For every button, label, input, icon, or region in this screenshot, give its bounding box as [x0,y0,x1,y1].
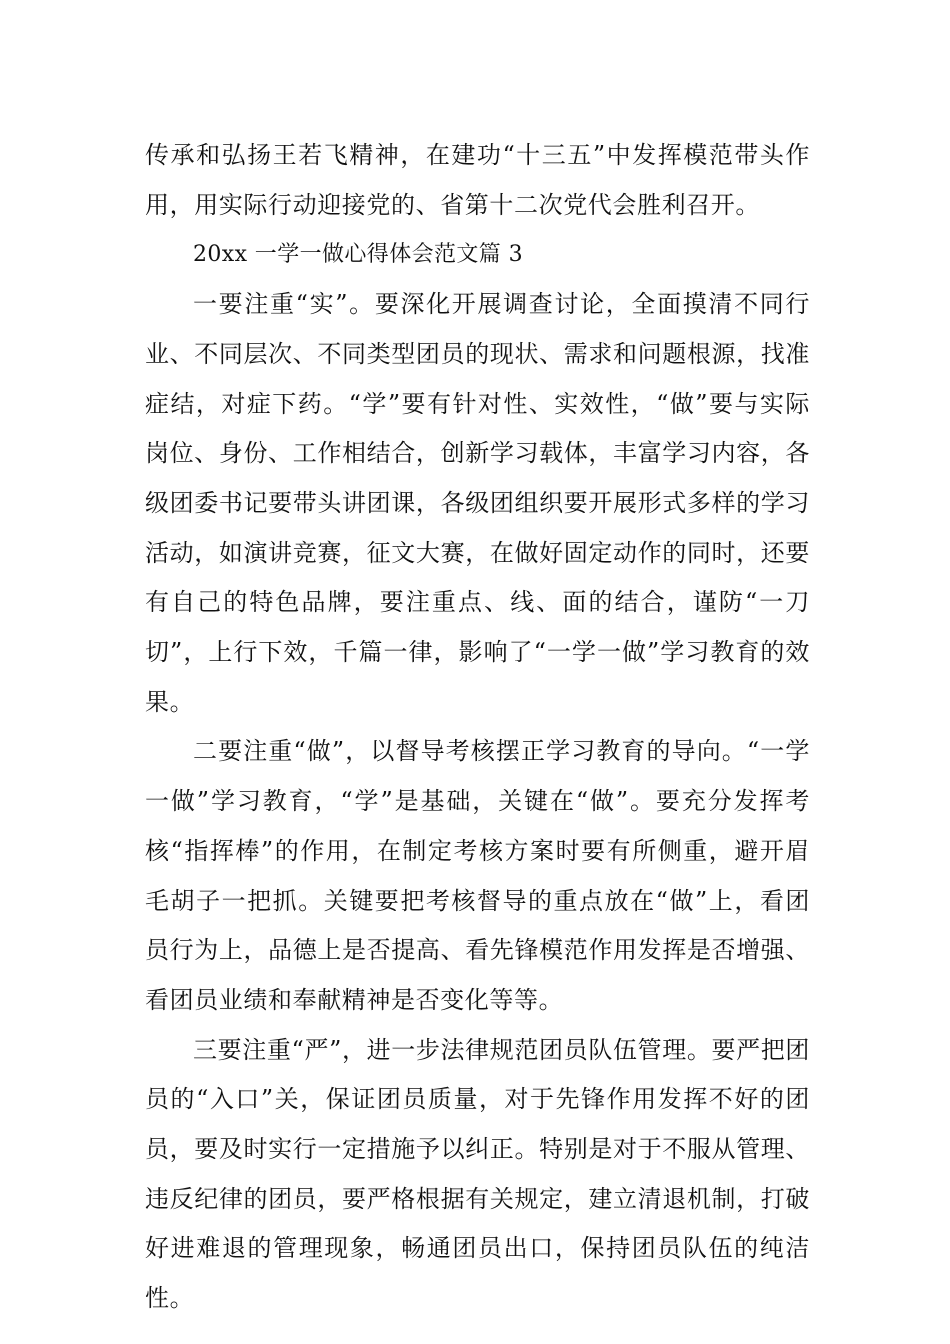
paragraph-yan: 三要注重“严”，进一步法律规范团员队伍管理。要严把团员的“入口”关，保证团员质量，对于先锋作用发挥不好的团员，要及时实行一定措施予以纠正。特别是对于不服从管理、违反纪律的团员，要严格根据有关规定，建立清退机制，打破好进难退的管理现象，畅通团员出口，保持团员队伍的纯洁性。 [145,1035,810,1313]
paragraph-zuo: 二要注重“做”，以督导考核摆正学习教育的导向。“一学一做”学习教育，“学”是基础，关键在“做”。要充分发挥考核“指挥棒”的作用，在制定考核方案时要有所侧重，避开眉毛胡子一把抓。关键要把考核督导的重点放在“做”上，看团员行为上，品德上是否提高、看先锋模范作用发挥是否增强、看团员业绩和奉献精神是否变化等等。 [145,737,810,1014]
section-heading: 20xx 一学一做心得体会范文篇 3 [193,242,523,268]
document-body [145,131,810,1324]
paragraph-shi: 一要注重“实”。要深化开展调查讨论，全面摸清不同行业、不同层次、不同类型团员的现状、需求和问题根源，找准症结，对症下药。“学”要有针对性、实效性，“做”要与实际岗位、身份、工作相结合，创新学习载体，丰富学习内容，各级团委书记要带头讲团课，各级团组织要开展形式多样的学习活动，如演讲竞赛，征文大赛，在做好固定动作的同时，还要有自己的特色品牌，要注重点、线、面的结合，谨防“一刀切”，上行下效，千篇一律，影响了“一学一做”学习教育的效果。 [145,290,810,716]
paragraph-continuation: 传承和弘扬王若飞精神，在建功“十三五”中发挥模范带头作用，用实际行动迎接党的、省第十二次党代会胜利召开。 [145,141,810,219]
